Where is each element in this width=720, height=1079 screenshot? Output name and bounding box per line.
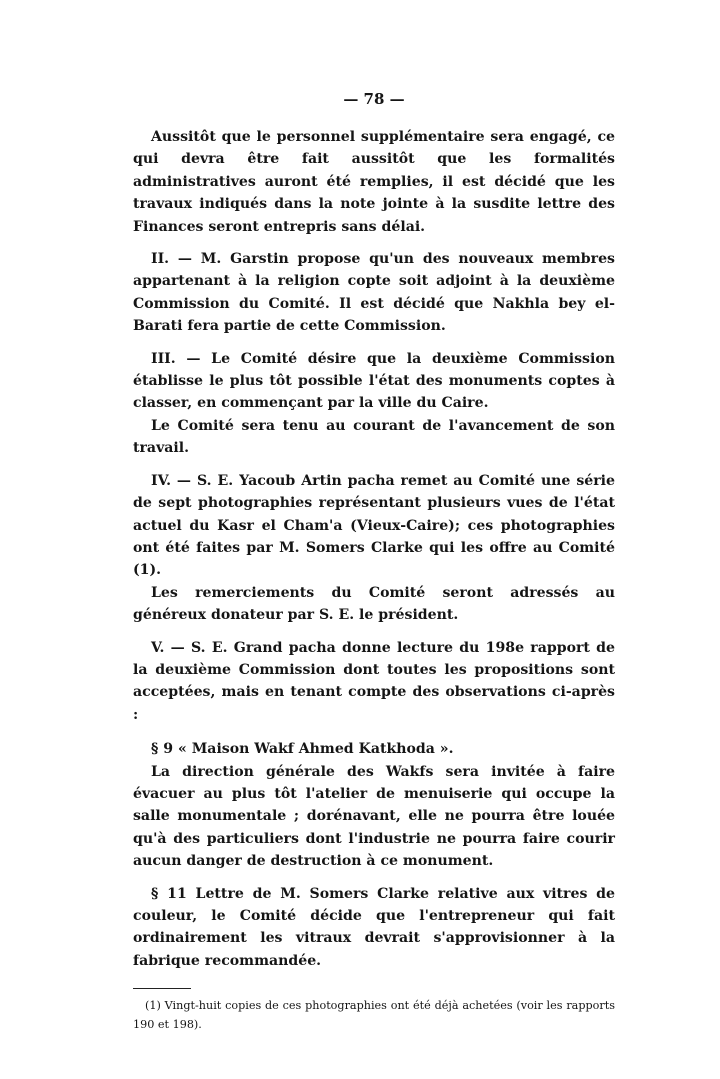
footnote-1: (1) Vingt-huit copies de ces photographies ont été déjà achetées (voir les rapports 190 et 198).	[133, 999, 615, 1032]
document-page	[133, 88, 615, 1034]
paragraph-wakfs: La direction générale des Wakfs sera invitée à faire évacuer au plus tôt l'atelier de menuiserie qui occupe la salle monumentale ; dorénavant, elle ne pourra être louée qu'à des particuliers dont l'industrie ne pourra faire courir aucun danger de destruction à ce monument.	[133, 763, 615, 870]
paragraph-section-iii: III. — Le Comité désire que la deuxième Commission établisse le plus tôt possible l'état des monuments coptes à classer, en commençant par la ville du Caire.	[133, 350, 615, 412]
paragraph-remerciements: Les remerciements du Comité seront adressés au généreux donateur par S. E. le président.	[133, 584, 615, 624]
footnote-separator	[133, 988, 191, 989]
section-9-title: § 9 « Maison Wakf Ahmed Katkhoda ».	[151, 741, 454, 758]
page-number: — 78 —	[343, 90, 405, 108]
paragraph-aussitot: Aussitôt que le personnel supplémentaire sera engagé, ce qui devra être fait aussitôt que les formalités administratives auront été remplies, il est décidé que les travaux indiqués dans la note jointe à la susdite lettre des Finances seront entrepris sans délai.	[133, 129, 615, 235]
paragraph-section-ii: II. — M. Garstin propose qu'un des nouveaux membres appartenant à la religion copte soit adjoint à la deuxième Commission du Comité. Il est décidé que Nakhla bey el-Barati fera partie de cette Commission.	[133, 251, 615, 335]
paragraph-section-11: § 11 Lettre de M. Somers Clarke relative aux vitres de couleur, le Comité décide que l'entrepreneur qui fait ordinairement les vitraux devrait s'approvisionner à la fabrique recommandée.	[133, 885, 615, 969]
paragraph-section-iv: IV. — S. E. Yacoub Artin pacha remet au Comité une série de sept photographies représentant plusieurs vues de l'état actuel du Kasr el Cham'a (Vieux-Caire); ces photographies ont été faites par M. Somers Clarke qui les offre au Comité (1).	[133, 472, 615, 579]
paragraph-comite-tenu: Le Comité sera tenu au courant de l'avancement de son travail.	[133, 417, 615, 457]
paragraph-section-v: V. — S. E. Grand pacha donne lecture du 198e rapport de la deuxième Commission dont toutes les propositions sont acceptées, mais en tenant compte des observations ci-après :	[133, 639, 615, 723]
